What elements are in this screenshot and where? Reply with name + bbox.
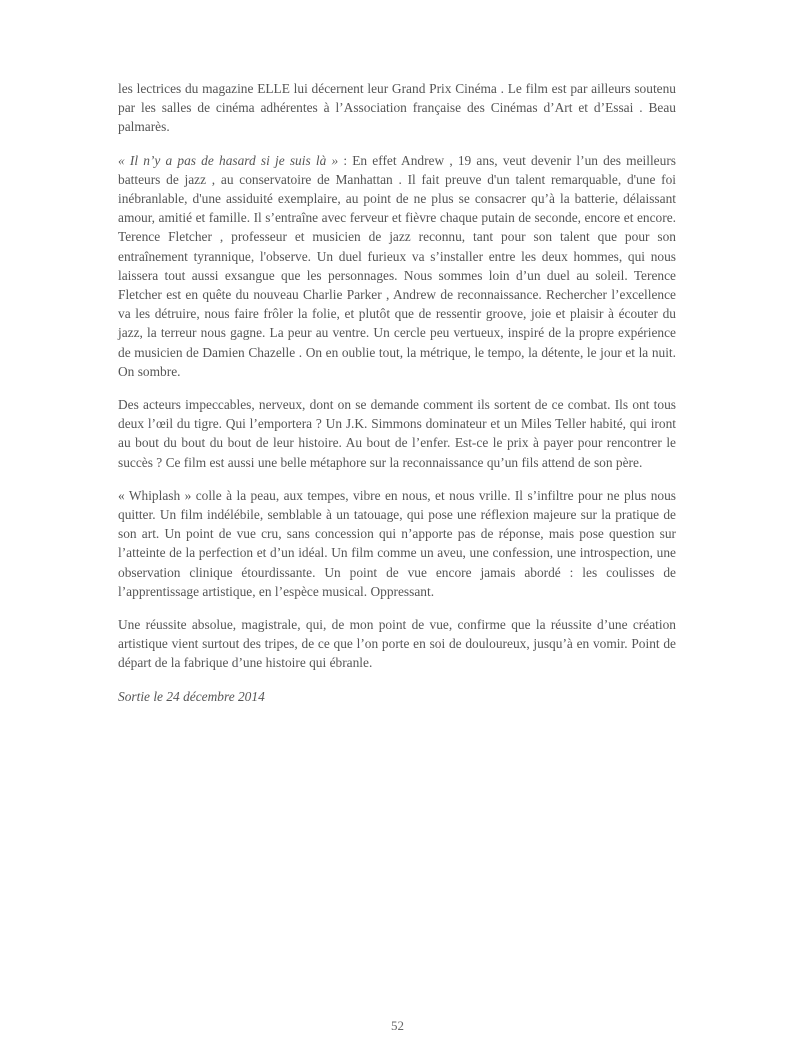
- release-date: Sortie le 24 décembre 2014: [118, 688, 265, 704]
- paragraph-text: Une réussite absolue, magistrale, qui, de mon point de vue, confirme que la réussite d’une création artistique vient surtout des tripes, de ce que l’on porte en soi de douloureux, jusqu’à en vomir. Point de départ de la fabrique d’une histoire qui ébranle.: [118, 617, 676, 671]
- paragraph-awards: [118, 79, 676, 137]
- paragraph-text: les lectrices du magazine ELLE lui décernent leur Grand Prix Cinéma . Le film est par ailleurs soutenu par les salles de cinéma adhérentes à l’Association française des Cinémas d’Art et d’Essai . Beau palmarès.: [118, 81, 676, 135]
- paragraph-whiplash: [118, 486, 676, 601]
- paragraph-text: Des acteurs impeccables, nerveux, dont on se demande comment ils sortent de ce combat. Ils ont tous deux l’œil du tigre. Qui l’emportera ? Un J.K. Simmons dominateur et un Miles Teller habité, qui iront au bout du bout du bout de leur histoire. Au bout de l’enfer. Est-ce le prix à payer pour rencontrer le succès ? Ce film est aussi une belle métaphore sur la reconnaissance qu’un fils attend de son père.: [118, 397, 676, 470]
- paragraph-text: « Whiplash » colle à la peau, aux tempes, vibre en nous, et nous vrille. Il s’infiltre pour ne plus nous quitter. Un film indélébile, semblable à un tatouage, qui pose une réflexion majeure sur la pratique de son art. Un point de vue cru, sans concession qui n’apporte pas de réponse, mais pose question sur l’atteinte de la perfection et d’un idéal. Un film comme un aveu, une confession, une introspection, une observation clinique étourdissante. Un point de vue encore jamais abordé : les coulisses de l’apprentissage artistique, en l’espèce musical. Oppressant.: [118, 487, 676, 599]
- paragraph-text: : En effet Andrew , 19 ans, veut devenir l’un des meilleurs batteurs de jazz , au conservatoire de Manhattan . Il fait preuve d'un talent remarquable, d'une foi inébranlable, d'une assiduité exemplaire, au point de ne plus se consacrer qu’à la batterie, délaissant amour, amitié et famille. Il s’entraîne avec ferveur et fièvre chaque putain de seconde, encore et encore. Terence Fletcher , professeur et musicien de jazz reconnu, tant pour son talent que pour son entraînement tyrannique, l'observe. Un duel furieux va s’installer entre les deux hommes, qui nous laissera tout aussi exsangue que les personnages. Nous sommes loin d’un duel au soleil. Terence Fletcher est en quête du nouveau Charlie Parker , Andrew de reconnaissance. Rechercher l’excellence va les détruire, nous faire frôler la folie, et plutôt que de ressentir groove, joie et plaisir à écouter du jazz, la terreur nous gagne. La peur au ventre. Un cercle peu vertueux, inspiré de la propre expérience de musicien de Damien Chazelle . On en oublie tout, la métrique, le tempo, la détente, le jour et la nuit. On sombre.: [118, 152, 676, 379]
- paragraph-synopsis: [118, 151, 676, 381]
- tagline-quote: « Il n’y a pas de hasard si je suis là »: [118, 152, 339, 168]
- page-number: 52: [391, 1018, 404, 1033]
- paragraph-actors: [118, 395, 676, 472]
- paragraph-conclusion: [118, 615, 676, 673]
- article-body: [118, 79, 676, 706]
